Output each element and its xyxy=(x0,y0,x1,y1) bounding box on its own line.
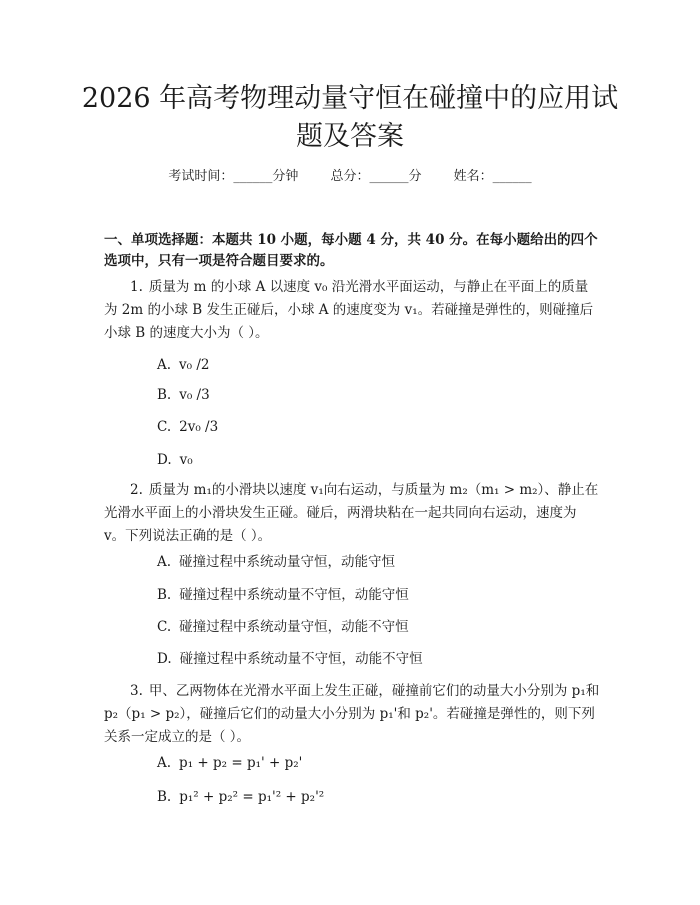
question-1-option-b: B. v₀ /3 xyxy=(157,387,210,403)
question-number: 3. xyxy=(130,683,143,699)
question-3 xyxy=(104,680,600,749)
question-2 xyxy=(104,479,600,548)
question-2-option-a: A. 碰撞过程中系统动量守恒，动能守恒 xyxy=(157,554,396,570)
exam-name-field: 姓名：______ xyxy=(453,169,532,184)
exam-score-field: 总分：______分 xyxy=(330,169,422,184)
question-text: 甲、乙两物体在光滑水平面上发生正碰，碰撞前它们的动量大小分别为 p₁和 p₂（p₁ > p₂），碰撞后它们的动量大小分别为 p₁'和 p₂'。若碰撞是弹性的，则下列关系一定成立的是（ ）。 xyxy=(104,683,600,745)
question-1 xyxy=(104,276,600,345)
exam-time-field: 考试时间：______分钟 xyxy=(168,169,299,184)
question-text: 质量为 m₁的小滑块以速度 v₁向右运动，与质量为 m₂（m₁ > m₂）、静止在光滑水平面上的小滑块发生正碰。碰后，两滑块粘在一起共同向右运动，速度为 v。下列说法正确的是（ ）。 xyxy=(104,482,599,544)
question-2-option-d: D. 碰撞过程中系统动量不守恒，动能不守恒 xyxy=(157,651,423,667)
document-title: 2026 年高考物理动量守恒在碰撞中的应用试题及答案 xyxy=(81,83,619,152)
question-text: 质量为 m 的小球 A 以速度 v₀ 沿光滑水平面运动，与静止在平面上的质量为 2m 的小球 B 发生正碰后，小球 A 的速度变为 v₁。若碰撞是弹性的，则碰撞后小球 B 的速度大小为（ ）。 xyxy=(104,279,594,341)
section-heading: 一、单项选择题：本题共 10 小题，每小题 4 分，共 40 分。在每小题给出的四个选项中，只有一项是符合题目要求的。 xyxy=(104,232,598,269)
question-1-option-a: A. v₀ /2 xyxy=(157,357,210,373)
question-2-option-c: C. 碰撞过程中系统动量守恒，动能不守恒 xyxy=(157,619,409,635)
question-1-option-d: D. v₀ xyxy=(157,452,193,468)
exam-info-line xyxy=(0,168,700,186)
question-3-option-a: A. p₁ + p₂ = p₁' + p₂' xyxy=(157,755,303,771)
question-1-option-c: C. 2v₀ /3 xyxy=(157,419,219,435)
question-number: 1. xyxy=(130,279,143,295)
question-number: 2. xyxy=(130,482,143,498)
question-2-option-b: B. 碰撞过程中系统动量不守恒，动能守恒 xyxy=(157,587,409,603)
question-3-option-b: B. p₁² + p₂² = p₁'² + p₂'² xyxy=(157,789,325,805)
